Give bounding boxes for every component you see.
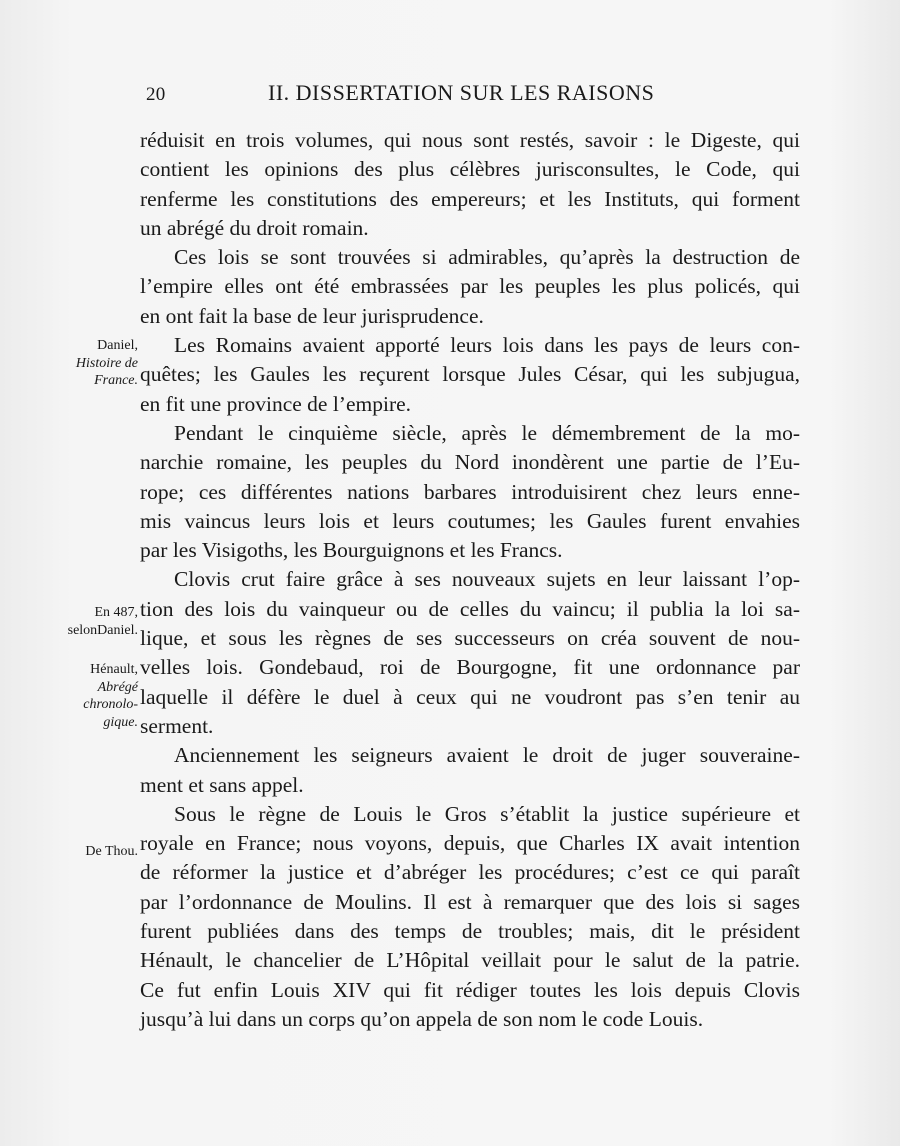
- text-line: ment et sans appel.: [140, 772, 304, 797]
- margin-note-daniel: [46, 337, 138, 390]
- text-line: Anciennement les seigneurs avaient le droit de juger souveraine-: [174, 743, 800, 768]
- text-line: en fit une province de l’empire.: [140, 391, 412, 416]
- text-line: tion des lois du vainqueur ou de celles du vaincu; il publia la loi sa-: [140, 596, 800, 621]
- paragraph: [140, 243, 800, 331]
- margin-note-de-thou: [46, 843, 138, 861]
- page-header: [140, 80, 800, 112]
- text-line: furent publiées dans des temps de troubles; mais, dit le président: [140, 919, 800, 944]
- text-line: Ce fut enfin Louis XIV qui fit rédiger toutes les lois depuis Clovis: [140, 977, 800, 1002]
- margin-note-author: De Thou.: [85, 844, 138, 859]
- text-line: lique, et sous les règnes de ses successeurs on créa souvent de nou-: [140, 626, 800, 651]
- paragraph: [140, 565, 800, 741]
- text-line: par l’ordonnance de Moulins. Il est à remarquer que des lois si sages: [140, 889, 800, 914]
- margin-note-work: France.: [94, 373, 138, 388]
- paragraph: [140, 419, 800, 565]
- text-line: royale en France; nous voyons, depuis, que Charles IX avait intention: [140, 831, 800, 856]
- margin-note-work: Histoire de: [75, 355, 138, 371]
- text-line: renferme les constitutions des empereurs; et les Instituts, qui forment: [140, 186, 800, 211]
- margin-note-work: chronolo-: [83, 697, 138, 712]
- text-line: de réformer la justice et d’abréger les procédures; c’est ce qui paraît: [140, 860, 800, 885]
- paragraph: [140, 800, 800, 1034]
- text-line: Sous le règne de Louis le Gros s’établit la justice supérieure et: [174, 801, 800, 826]
- text-line: laquelle il défère le duel à ceux qui ne voudront pas s’en tenir au: [140, 684, 800, 709]
- margin-note-author: Hénault,: [90, 662, 138, 677]
- paragraph: [140, 126, 800, 243]
- text-line: l’empire elles ont été embrassées par les peuples les plus policés, qui: [140, 274, 800, 299]
- margin-note-source: selonDaniel.: [67, 622, 138, 638]
- text-line: Pendant le cinquième siècle, après le démembrement de la mo-: [174, 420, 800, 445]
- text-line: un abrégé du droit romain.: [140, 215, 369, 240]
- text-line: rope; ces différentes nations barbares introduisirent chez leurs enne-: [140, 479, 800, 504]
- text-line: jusqu’à lui dans un corps qu’on appela de son nom le code Louis.: [140, 1006, 704, 1031]
- text-line: Les Romains avaient apporté leurs lois dans les pays de leurs con-: [174, 333, 800, 358]
- margin-note-en-487: [46, 604, 138, 639]
- margin-note-date: En 487,: [94, 605, 138, 620]
- margin-note-henault: [46, 661, 138, 731]
- text-line: quêtes; les Gaules les reçurent lorsque Jules César, qui les subjugua,: [140, 362, 800, 387]
- page-number: 20: [146, 84, 166, 105]
- text-line: Clovis crut faire grâce à ses nouveaux sujets en leur laissant l’op-: [174, 567, 800, 592]
- text-line: Ces lois se sont trouvées si admirables, qu’après la destruction de: [174, 245, 800, 270]
- text-line: par les Visigoths, les Bourguignons et les Francs.: [140, 538, 563, 563]
- body-text: [140, 126, 800, 1034]
- text-line: contient les opinions des plus célèbres jurisconsultes, le Code, qui: [140, 157, 800, 182]
- text-line: narchie romaine, les peuples du Nord inondèrent une partie de l’Eu-: [140, 450, 800, 475]
- running-head: II. DISSERTATION SUR LES RAISONS: [268, 80, 655, 105]
- text-line: Hénault, le chancelier de L’Hôpital veillait pour le salut de la patrie.: [140, 948, 800, 973]
- margin-note-work: Abrégé: [97, 679, 138, 695]
- paragraph: [140, 331, 800, 419]
- text-line: mis vaincus leurs lois et leurs coutumes; les Gaules furent envahies: [140, 508, 800, 533]
- paragraph: [140, 741, 800, 800]
- margin-note-author: Daniel,: [97, 338, 138, 353]
- text-line: réduisit en trois volumes, qui nous sont restés, savoir : le Digeste, qui: [140, 128, 800, 152]
- text-line: en ont fait la base de leur jurisprudence.: [140, 303, 484, 328]
- text-line: serment.: [140, 713, 214, 738]
- text-line: velles lois. Gondebaud, roi de Bourgogne, fit une ordonnance par: [140, 655, 800, 680]
- margin-note-work: gique.: [103, 714, 138, 730]
